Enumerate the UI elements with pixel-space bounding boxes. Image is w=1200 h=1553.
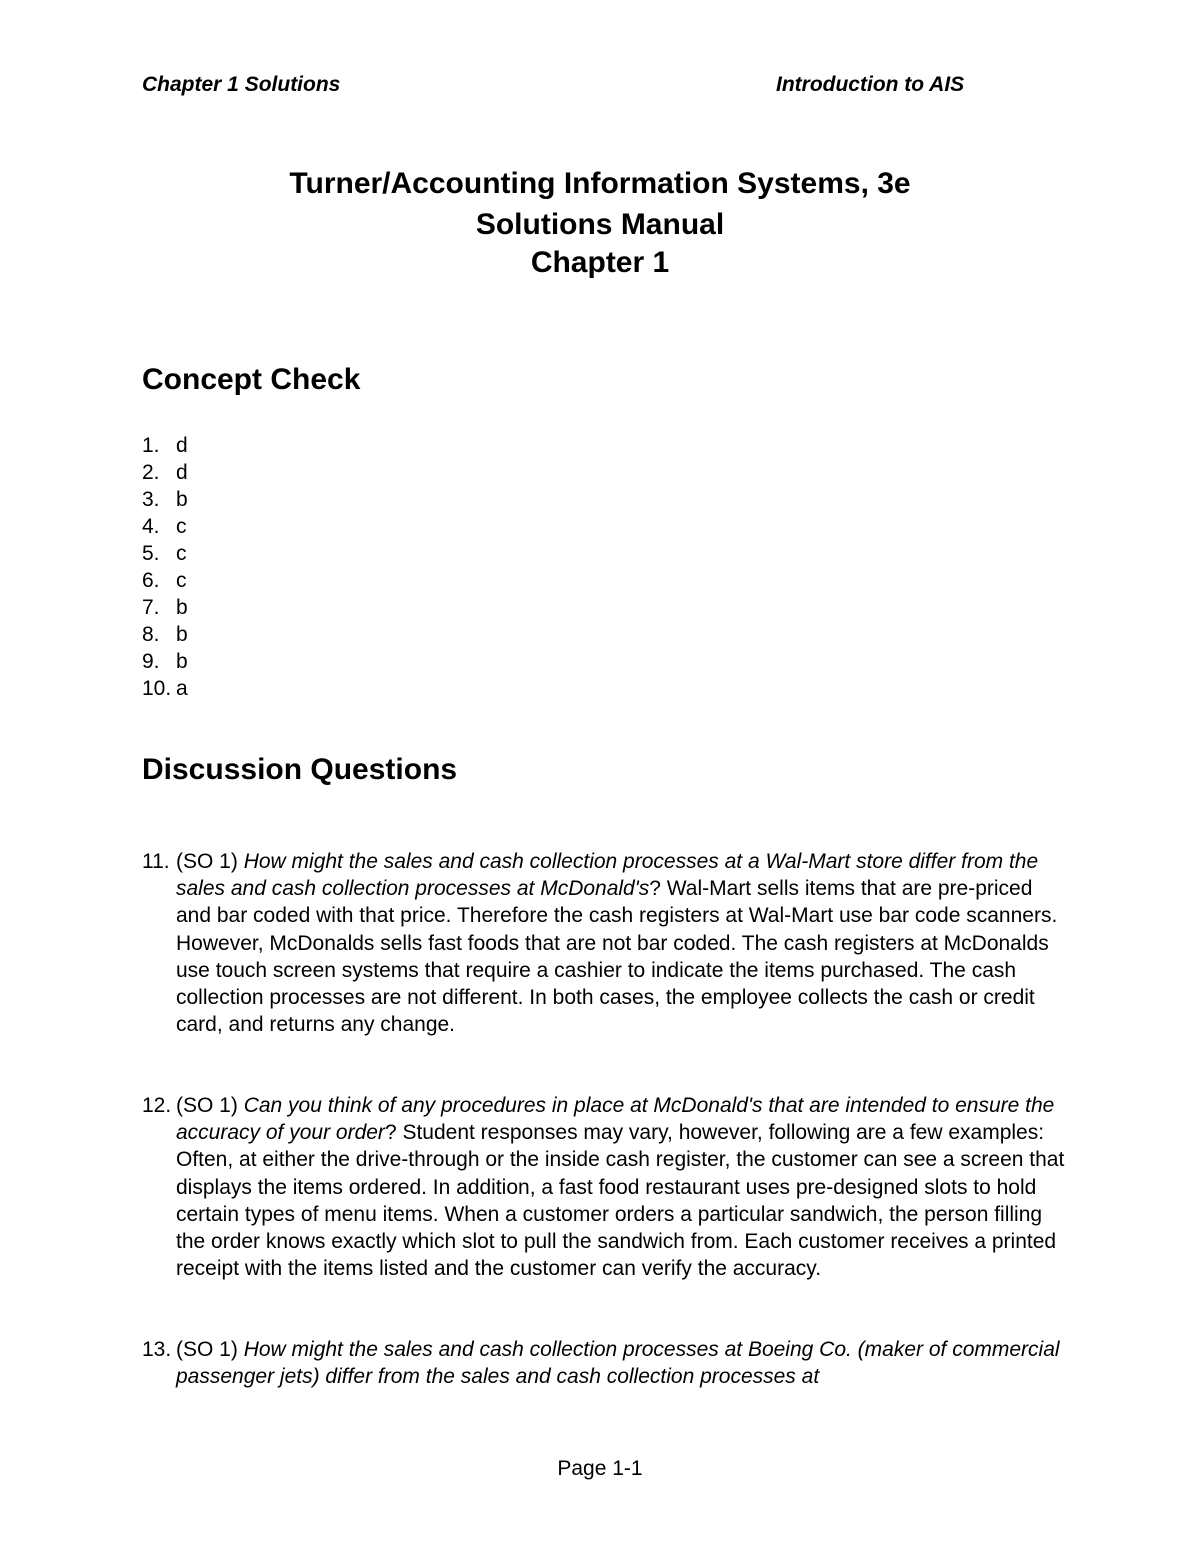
discussion-questions-heading: Discussion Questions (142, 753, 458, 786)
question-number: 12. (142, 1094, 172, 1117)
item-answer: b (176, 596, 188, 619)
question-body (176, 848, 1072, 1038)
question-text: How might the sales and cash collection processes at a Wal-Mart store differ from the sales and cash collection processes at McDonald's (176, 850, 1039, 901)
document-subtitle: Solutions Manual (475, 208, 725, 241)
question-body (176, 1336, 1072, 1390)
study-objective-tag: (SO 1) (176, 1094, 238, 1117)
item-answer: a (176, 677, 188, 700)
item-answer: c (176, 515, 187, 538)
item-number: 9. (142, 650, 160, 673)
item-number: 7. (142, 596, 160, 619)
answer-text: ? Wal-Mart sells items that are pre-priced and bar coded with that price. Therefore the cash registers at Wal-Mart use bar code scanners. However, McDonalds sells fast foods that are not bar coded. The cash registers at McDonalds use touch screen systems that require a cashier to indicate the items purchased. The cash collection processes are not different. In both cases, the employee collects the cash or credit card, and returns any change. (176, 877, 1058, 1037)
question-text: How might the sales and cash collection processes at Boeing Co. (maker of commercial passenger jets) differ from the sales and cash collection processes at (176, 1338, 1060, 1389)
question-13 (142, 1336, 1072, 1390)
answer-text: ? Student responses may vary, however, following are a few examples: Often, at either the drive-through or the inside cash register, the customer can see a screen that displays the items ordered. In addition, a fast food restaurant uses pre-designed slots to hold certain types of menu items. When a customer orders a particular sandwich, the person filling the order knows exactly which slot to pull the sandwich from. Each customer receives a printed receipt with the items listed and the customer can verify the accuracy. (176, 1121, 1065, 1281)
item-number: 5. (142, 542, 160, 565)
item-number: 10. (142, 677, 172, 700)
item-number: 4. (142, 515, 160, 538)
item-number: 2. (142, 461, 160, 484)
question-number: 11. (142, 850, 170, 873)
item-answer: c (176, 542, 187, 565)
question-body (176, 1092, 1072, 1282)
page-number: Page 1-1 (557, 1457, 643, 1480)
item-number: 8. (142, 623, 160, 646)
item-answer: c (176, 569, 187, 592)
item-answer: b (176, 488, 188, 511)
item-number: 6. (142, 569, 160, 592)
item-answer: d (176, 461, 188, 484)
item-answer: b (176, 650, 188, 673)
item-number: 1. (142, 434, 160, 457)
study-objective-tag: (SO 1) (176, 850, 238, 873)
question-number: 13. (142, 1338, 172, 1361)
question-text: Can you think of any procedures in place at McDonald's that are intended to ensure the accuracy of your order (176, 1094, 1055, 1145)
item-number: 3. (142, 488, 160, 511)
question-11 (142, 848, 1072, 1038)
item-answer: b (176, 623, 188, 646)
concept-check-heading: Concept Check (142, 363, 361, 396)
running-header-left: Chapter 1 Solutions (142, 73, 341, 96)
document-title: Turner/Accounting Information Systems, 3e (289, 167, 911, 200)
chapter-title: Chapter 1 (530, 246, 670, 279)
study-objective-tag: (SO 1) (176, 1338, 238, 1361)
item-answer: d (176, 434, 188, 457)
question-12 (142, 1092, 1072, 1282)
running-header-right: Introduction to AIS (776, 73, 965, 96)
